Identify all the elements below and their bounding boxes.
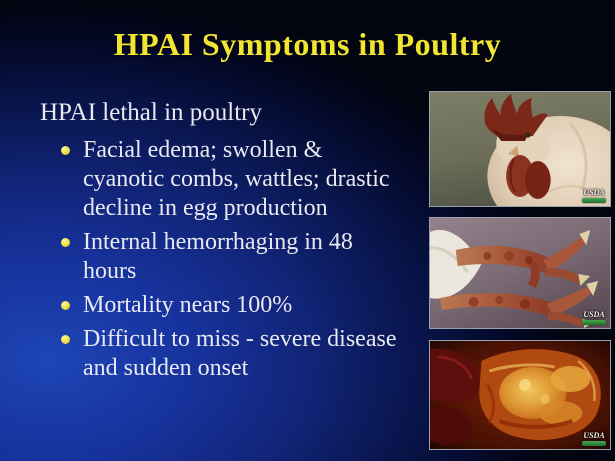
bullet-list	[40, 136, 432, 383]
photo-chicken-swollen-head	[429, 91, 611, 207]
usda-logo-band	[582, 320, 606, 325]
bullet-item	[61, 136, 432, 223]
bullet-item	[61, 325, 432, 383]
usda-logo	[582, 189, 606, 203]
photo-internal-hemorrhage	[429, 340, 611, 450]
content-area	[40, 99, 432, 383]
bullet-item	[61, 291, 432, 320]
photo-feet-hemorrhage	[429, 217, 611, 329]
usda-logo-text: USDA	[583, 188, 605, 197]
bullet-text: Internal hemorrhaging in 48 hours	[83, 229, 353, 284]
usda-logo	[582, 311, 606, 325]
bullet-text: Difficult to miss - severe disease and sudden onset	[83, 326, 397, 381]
usda-logo	[582, 432, 606, 446]
bullet-dot-icon	[61, 335, 70, 344]
usda-logo-band	[582, 441, 606, 446]
bullet-text: Facial edema; swollen & cyanotic combs, wattles; drastic decline in egg production	[83, 137, 390, 221]
bullet-item	[61, 228, 432, 286]
bullet-dot-icon	[61, 238, 70, 247]
bullet-dot-icon	[61, 301, 70, 310]
bullet-dot-icon	[61, 146, 70, 155]
section-heading: HPAI lethal in poultry	[40, 99, 262, 126]
slide-title: HPAI Symptoms in Poultry	[113, 26, 502, 62]
photo-column	[429, 91, 611, 450]
usda-logo-band	[582, 198, 606, 203]
usda-logo-text: USDA	[583, 310, 605, 319]
usda-logo-text: USDA	[583, 431, 605, 440]
bullet-text: Mortality nears 100%	[83, 292, 293, 318]
